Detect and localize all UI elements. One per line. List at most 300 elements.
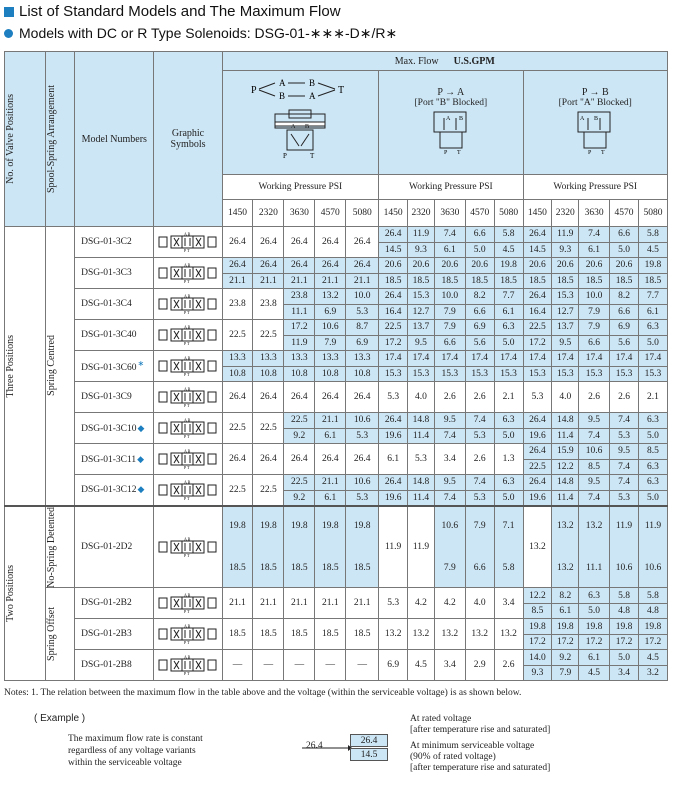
model-number: DSG-01-2B3 [75, 619, 154, 650]
pressure-header: 2320 [253, 200, 284, 227]
flow-value: 21.1 [222, 273, 253, 289]
graphic-symbol [154, 619, 222, 650]
valve-symbol-icon [157, 418, 219, 438]
svg-text:A B: A B [184, 536, 191, 542]
svg-text:P T: P T [184, 434, 190, 438]
flow-value: 20.6 [465, 258, 494, 274]
model-number: DSG-01-2D2 [75, 506, 154, 588]
flow-value: 20.6 [523, 258, 552, 274]
graphic-symbol [154, 588, 222, 619]
example-upper-value: 26.4 [350, 734, 388, 747]
label-spring-centred: Spring Centred [46, 227, 75, 506]
flow-value: 13.2 [408, 619, 435, 650]
flow-value: 4.2 [408, 588, 435, 619]
flow-value: 17.2 [523, 335, 552, 351]
flow-value: 19.8 [253, 506, 284, 546]
flow-value: 18.5 [638, 273, 667, 289]
flow-value: — [346, 650, 379, 681]
flow-value: 10.8 [346, 366, 379, 382]
flow-value: 2.9 [465, 650, 494, 681]
flow-value: — [315, 650, 346, 681]
flow-value: 9.2 [284, 428, 315, 444]
flow-value: 26.4 [346, 258, 379, 274]
flow-value: 26.4 [222, 227, 253, 258]
pressure-header: 2320 [552, 200, 579, 227]
svg-text:B: B [309, 77, 316, 88]
flow-value: 11.1 [284, 304, 315, 320]
svg-text:A B: A B [184, 387, 191, 392]
flow-value: 13.7 [408, 320, 435, 336]
flow-value: 21.1 [315, 588, 346, 619]
flow-value: 7.4 [465, 413, 494, 429]
flow-value: 26.4 [253, 382, 284, 413]
flow-value: 26.4 [315, 258, 346, 274]
flow-value: 6.3 [494, 320, 523, 336]
flow-value: 10.0 [434, 289, 465, 305]
flow-value: 6.6 [610, 304, 639, 320]
flow-value: 11.4 [552, 490, 579, 506]
flow-value: 7.4 [579, 428, 610, 444]
svg-text:A: A [445, 115, 451, 122]
graphic-symbol [154, 289, 222, 320]
flow-value: 6.9 [465, 320, 494, 336]
flow-value: 22.5 [222, 413, 253, 444]
flow-value: 19.8 [222, 506, 253, 546]
flow-value: 6.6 [465, 227, 494, 243]
flow-table [4, 51, 668, 681]
svg-text:B: B [305, 123, 310, 130]
flow-value: 6.3 [638, 413, 667, 429]
flow-value: 17.4 [610, 351, 639, 367]
flow-value: 17.4 [434, 351, 465, 367]
flow-value: 13.2 [434, 619, 465, 650]
pressure-header: 5080 [494, 200, 523, 227]
flow-value: 15.9 [552, 444, 579, 460]
flow-value: 5.3 [346, 490, 379, 506]
flow-value: 13.2 [523, 506, 552, 588]
flow-value: 15.3 [638, 366, 667, 382]
example-const-value: 26.4 [306, 741, 323, 751]
flow-value: 7.9 [434, 304, 465, 320]
flow-value: 18.5 [579, 273, 610, 289]
model-number: DSG-01-3C40 [75, 320, 154, 351]
flow-value: 4.5 [408, 650, 435, 681]
svg-text:B: B [279, 90, 286, 101]
flow-value: 20.6 [610, 258, 639, 274]
model-number: DSG-01-3C60∗ [75, 351, 154, 382]
flow-value: 18.5 [346, 548, 379, 588]
flow-value: 18.5 [610, 273, 639, 289]
svg-text:A B: A B [184, 593, 191, 598]
valve-symbol-icon [157, 593, 219, 613]
flow-value: 5.8 [494, 548, 523, 588]
model-number: DSG-01-2B8 [75, 650, 154, 681]
flow-value: 13.2 [379, 619, 408, 650]
flow-value: 12.2 [523, 588, 552, 604]
header-group-pabt [222, 71, 379, 175]
example-lower-value: 14.5 [350, 748, 388, 761]
header-spool-spring: Spool-Spring Arrangement [46, 52, 75, 227]
flow-value: 26.4 [253, 227, 284, 258]
flow-value: 5.0 [638, 428, 667, 444]
valve-symbol-icon [157, 294, 219, 314]
flow-value: 10.8 [253, 366, 284, 382]
flow-value: 17.2 [379, 335, 408, 351]
flow-value: 10.6 [579, 444, 610, 460]
flow-value: 26.4 [523, 413, 552, 429]
flow-value: 3.4 [434, 444, 465, 475]
flow-value: 7.4 [610, 413, 639, 429]
flow-value: 19.8 [284, 506, 315, 546]
model-number: DSG-01-3C12◆ [75, 475, 154, 506]
flow-value: 13.2 [579, 506, 610, 546]
example-lower-note: At minimum serviceable voltage (90% of rated voltage) [after temperature rise and saturated] [410, 741, 551, 773]
flow-value: 12.7 [552, 304, 579, 320]
flow-value: 18.5 [284, 619, 315, 650]
flow-value: 3.4 [434, 650, 465, 681]
flow-value: 20.6 [552, 258, 579, 274]
flow-value: 5.0 [610, 650, 639, 666]
flow-value: 14.5 [523, 242, 552, 258]
flow-value: 9.5 [579, 413, 610, 429]
flow-value: 17.2 [638, 634, 667, 650]
flow-value: 22.5 [523, 459, 552, 475]
flow-value: 5.3 [346, 304, 379, 320]
flow-value: 11.9 [379, 506, 408, 588]
flow-value: 16.4 [379, 304, 408, 320]
flow-value: 2.6 [465, 382, 494, 413]
flow-value: 2.1 [638, 382, 667, 413]
flow-value: 5.0 [638, 335, 667, 351]
flow-value: 6.1 [379, 444, 408, 475]
flow-value: 10.8 [315, 366, 346, 382]
svg-text:P: P [588, 149, 592, 156]
label-no-spring-detented: No-Spring Detented [46, 506, 75, 588]
flow-value: 17.4 [408, 351, 435, 367]
flow-value: 10.6 [434, 506, 465, 546]
flow-value: 15.3 [434, 366, 465, 382]
svg-text:A B: A B [184, 418, 191, 423]
flow-value: 4.8 [610, 603, 639, 619]
flow-value: 15.3 [579, 366, 610, 382]
svg-text:P T: P T [184, 552, 190, 557]
flow-value: 8.2 [552, 588, 579, 604]
flow-value: 2.1 [494, 382, 523, 413]
example-label: ( Example ) [34, 713, 86, 724]
header-valve-positions: No. of Valve Positions [5, 52, 46, 227]
flow-value: 5.3 [379, 588, 408, 619]
flow-value: 5.8 [638, 227, 667, 243]
valve-symbol-icon [157, 624, 219, 644]
flow-value: 20.6 [579, 258, 610, 274]
flow-value: 5.0 [494, 428, 523, 444]
circle-bullet-icon [4, 29, 13, 38]
flow-value: 9.5 [552, 335, 579, 351]
pressure-header: 1450 [379, 200, 408, 227]
flow-value: 22.5 [253, 475, 284, 506]
flow-value: 14.8 [408, 475, 435, 491]
flow-value: 10.6 [346, 413, 379, 429]
header-graphic-symbols: Graphic Symbols [154, 52, 222, 227]
flow-value: 13.3 [253, 351, 284, 367]
flow-value: 9.5 [408, 335, 435, 351]
flow-value: 6.3 [494, 413, 523, 429]
flow-value: 11.4 [408, 490, 435, 506]
flow-value: 17.2 [552, 634, 579, 650]
flow-value: 13.2 [315, 289, 346, 305]
example-description: The maximum flow rate is constant regardless of any voltage variants within the serviceable voltage [68, 734, 203, 768]
flow-value: 7.4 [610, 459, 639, 475]
flow-value: 6.6 [434, 335, 465, 351]
graphic-symbol [154, 650, 222, 681]
flow-value: 8.2 [610, 289, 639, 305]
flow-value: 10.6 [346, 475, 379, 491]
model-number: DSG-01-3C4 [75, 289, 154, 320]
header-group-pb: P → B [Port "A" Blocked] P T A B [523, 71, 668, 175]
flow-value: 18.5 [434, 273, 465, 289]
valve-symbol-icon [157, 655, 219, 675]
flow-value: — [284, 650, 315, 681]
flow-value: 19.8 [346, 506, 379, 546]
flow-value: 11.9 [610, 506, 639, 546]
flow-value: 26.4 [284, 382, 315, 413]
valve-symbol-icon [157, 480, 219, 500]
flow-value: 14.0 [523, 650, 552, 666]
svg-text:A B: A B [184, 356, 191, 361]
flow-value: 8.5 [523, 603, 552, 619]
graphic-symbol [154, 258, 222, 289]
flow-value: 18.5 [222, 619, 253, 650]
svg-text:P T: P T [184, 341, 190, 345]
flow-value: 7.9 [434, 320, 465, 336]
flow-value: 7.4 [579, 490, 610, 506]
flow-value: 7.9 [434, 548, 465, 588]
svg-text:A B: A B [184, 294, 191, 299]
flow-value: 4.5 [638, 650, 667, 666]
svg-text:A B: A B [184, 449, 191, 454]
svg-text:A: A [279, 77, 286, 88]
graphic-symbol [154, 506, 222, 588]
flow-value: 18.5 [284, 548, 315, 588]
svg-text:A: A [309, 90, 316, 101]
flow-value: 17.4 [494, 351, 523, 367]
flow-value: 7.4 [434, 490, 465, 506]
flow-value: 13.2 [494, 619, 523, 650]
model-number: DSG-01-3C9 [75, 382, 154, 413]
flow-value: 6.1 [579, 242, 610, 258]
svg-text:A: A [291, 123, 296, 130]
flow-value: 4.2 [434, 588, 465, 619]
flow-value: 4.0 [552, 382, 579, 413]
flow-value: 22.5 [379, 320, 408, 336]
page-title: List of Standard Models and The Maximum Flow [4, 3, 341, 20]
valve-symbol-icon [157, 387, 219, 407]
flow-value: 7.4 [610, 475, 639, 491]
header-group-pa: P → A [Port "B" Blocked] P T A B [379, 71, 523, 175]
flow-value: 17.4 [579, 351, 610, 367]
flow-value: 2.6 [465, 444, 494, 475]
flow-value: 11.4 [552, 428, 579, 444]
flow-value: 15.3 [552, 366, 579, 382]
flow-value: 19.8 [494, 258, 523, 274]
svg-text:P T: P T [184, 248, 190, 252]
flow-value: 7.4 [465, 475, 494, 491]
graphic-symbol [154, 351, 222, 382]
flow-value: 15.3 [408, 289, 435, 305]
flow-value: 8.5 [579, 459, 610, 475]
flow-value: 11.4 [408, 428, 435, 444]
flow-value: 19.8 [552, 619, 579, 635]
flow-value: 26.4 [346, 227, 379, 258]
flow-value: 14.8 [408, 413, 435, 429]
flow-value: 5.3 [610, 490, 639, 506]
flow-value: 15.3 [494, 366, 523, 382]
svg-text:T: T [456, 149, 461, 156]
flow-value: 17.4 [523, 351, 552, 367]
flow-value: 7.1 [494, 506, 523, 546]
flow-value: 6.9 [379, 650, 408, 681]
graphic-symbol [154, 444, 222, 475]
flow-value: 26.4 [284, 227, 315, 258]
flow-value: 5.0 [638, 490, 667, 506]
svg-text:A B: A B [184, 325, 191, 330]
diamond-marker-icon: ◆ [137, 453, 145, 464]
flow-value: 6.1 [494, 304, 523, 320]
flow-value: 26.4 [523, 444, 552, 460]
flow-value: 5.8 [494, 227, 523, 243]
model-number: DSG-01-2B2 [75, 588, 154, 619]
flow-value: 19.8 [638, 619, 667, 635]
flow-value: 22.5 [222, 320, 253, 351]
valve-symbol-icon [157, 232, 219, 252]
flow-value: 19.6 [523, 428, 552, 444]
flow-value: 26.4 [379, 227, 408, 243]
flow-value: 13.3 [315, 351, 346, 367]
flow-value: 26.4 [222, 258, 253, 274]
flow-value: 4.5 [494, 242, 523, 258]
flow-value: 21.1 [315, 413, 346, 429]
flow-value: 7.7 [638, 289, 667, 305]
flow-value: 5.6 [610, 335, 639, 351]
flow-value: 5.0 [465, 242, 494, 258]
pressure-header: 3630 [434, 200, 465, 227]
model-number: DSG-01-3C11◆ [75, 444, 154, 475]
flow-value: 9.3 [408, 242, 435, 258]
flow-value: 22.5 [253, 413, 284, 444]
flow-value: 11.9 [638, 506, 667, 546]
pressure-header: 4570 [610, 200, 639, 227]
graphic-symbol [154, 382, 222, 413]
flow-value: 9.3 [552, 242, 579, 258]
flow-value: 5.0 [610, 242, 639, 258]
flow-value: 9.5 [434, 475, 465, 491]
flow-value: 20.6 [379, 258, 408, 274]
flow-value: 17.2 [579, 634, 610, 650]
working-pressure-label: Working Pressure PSI [379, 175, 523, 200]
flow-value: 26.4 [523, 475, 552, 491]
svg-text:B: B [594, 115, 599, 122]
flow-value: 12.2 [552, 459, 579, 475]
flow-value: 9.5 [610, 444, 639, 460]
flow-value: 21.1 [284, 588, 315, 619]
flow-value: 22.5 [222, 475, 253, 506]
svg-text:A B: A B [184, 232, 191, 237]
flow-value: 8.7 [346, 320, 379, 336]
flow-value: 9.2 [552, 650, 579, 666]
flow-value: 16.4 [523, 304, 552, 320]
flow-value: 7.9 [552, 665, 579, 681]
flow-value: 6.6 [610, 227, 639, 243]
flow-value: 26.4 [346, 382, 379, 413]
flow-value: 13.2 [465, 619, 494, 650]
flow-value: 19.6 [523, 490, 552, 506]
flow-value: 5.3 [610, 428, 639, 444]
graphic-symbol [154, 320, 222, 351]
valve-symbol-icon [157, 263, 219, 283]
diamond-marker-icon: ◆ [137, 422, 145, 433]
flow-value: 7.4 [434, 227, 465, 243]
svg-text:T: T [338, 84, 345, 96]
flow-value: 5.8 [638, 588, 667, 604]
graphic-symbol [154, 475, 222, 506]
flow-diagram-pabt-icon [245, 75, 355, 105]
flow-value: 8.2 [465, 289, 494, 305]
flow-value: 18.5 [379, 273, 408, 289]
svg-text:A: A [580, 115, 585, 122]
flow-value: 17.4 [379, 351, 408, 367]
flow-value: 6.9 [610, 320, 639, 336]
svg-text:A B: A B [184, 655, 191, 660]
flow-value: 21.1 [346, 588, 379, 619]
port-b-blocked-icon [426, 108, 476, 156]
flow-value: 5.3 [465, 490, 494, 506]
flow-value: 15.3 [465, 366, 494, 382]
flow-value: 26.4 [346, 444, 379, 475]
flow-value: 23.8 [284, 289, 315, 305]
valve-symbol-icon [157, 537, 219, 557]
flow-value: 18.5 [222, 548, 253, 588]
pressure-header: 5080 [638, 200, 667, 227]
flow-value: 21.1 [315, 475, 346, 491]
flow-value: 18.5 [494, 273, 523, 289]
svg-text:T: T [310, 151, 315, 160]
flow-value: 26.4 [222, 382, 253, 413]
flow-value: 13.3 [346, 351, 379, 367]
flow-value: 4.8 [638, 603, 667, 619]
pressure-header: 3630 [284, 200, 315, 227]
svg-text:B: B [458, 115, 463, 122]
flow-value: 6.1 [579, 650, 610, 666]
example-upper-note: At rated voltage [after temperature rise and saturated] [410, 714, 551, 735]
flow-value: 5.6 [465, 335, 494, 351]
flow-value: 18.5 [253, 619, 284, 650]
flow-value: 7.9 [579, 320, 610, 336]
flow-value: 6.6 [579, 335, 610, 351]
flow-value: 1.3 [494, 444, 523, 475]
flow-value: 5.3 [346, 428, 379, 444]
flow-value: 26.4 [379, 413, 408, 429]
flow-value: 19.8 [610, 619, 639, 635]
flow-value: 18.5 [408, 273, 435, 289]
diamond-marker-icon: ◆ [137, 484, 145, 495]
flow-value: 19.8 [315, 506, 346, 546]
svg-text:T: T [601, 149, 605, 156]
svg-text:P T: P T [184, 640, 190, 645]
flow-value: 17.2 [523, 634, 552, 650]
flow-value: 17.2 [610, 634, 639, 650]
flow-value: 18.5 [315, 619, 346, 650]
flow-value: 3.4 [494, 588, 523, 619]
